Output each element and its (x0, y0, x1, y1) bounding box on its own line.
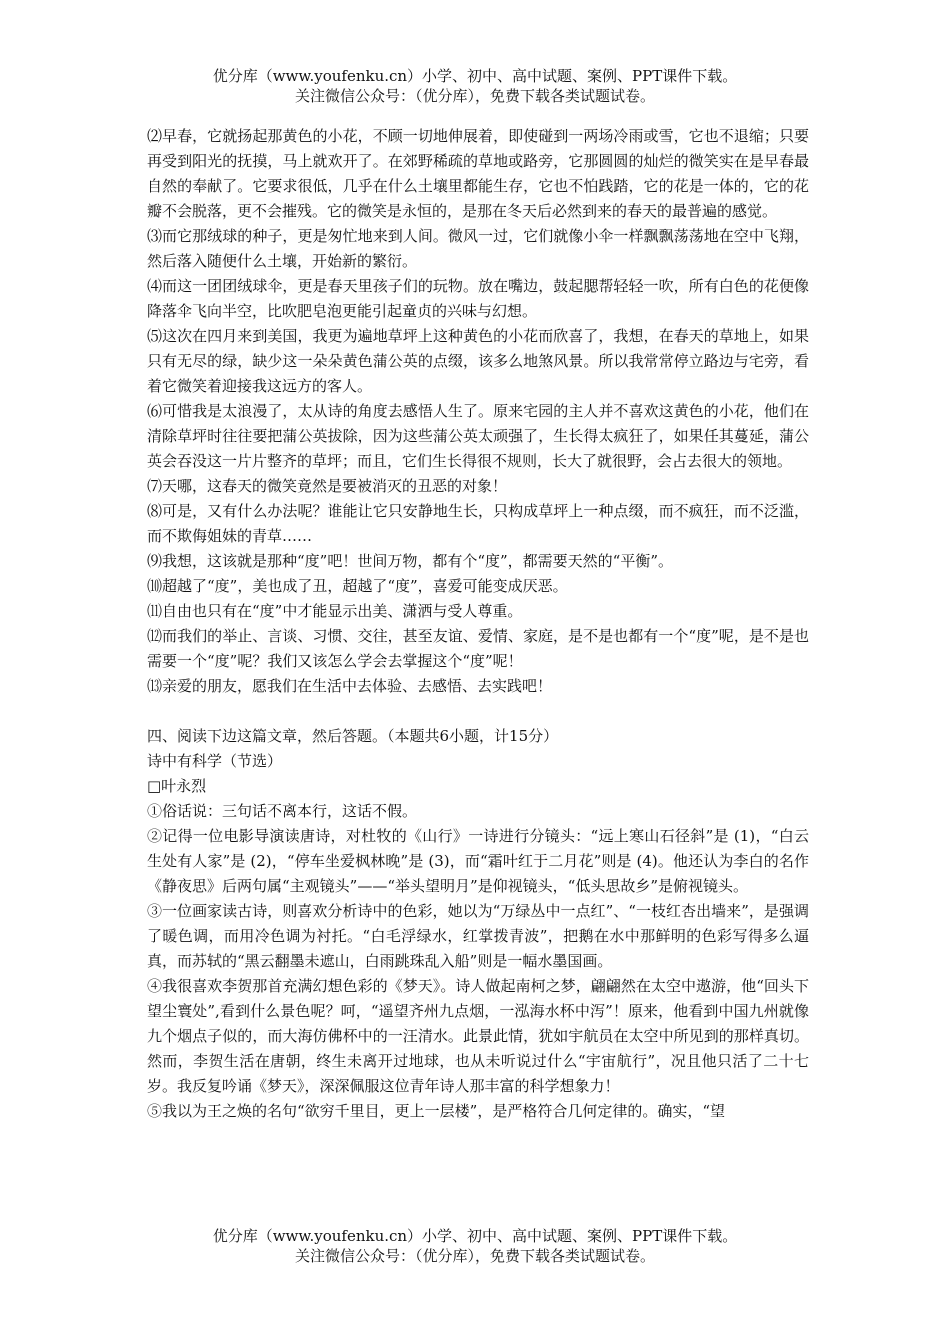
paragraph-5: ⑸这次在四月来到美国，我更为遍地草坪上这种黄色的小花而欣喜了，我想，在春天的草地上，如果只有无尽的绿，缺少这一朵朵黄色蒲公英的点缀，该多么地煞风景。所以我常常停立路边与宅旁，看着它微笑着迎接我这远方的客人。 (147, 327, 809, 395)
page-header (0, 66, 950, 106)
paragraph-9: ⑼我想，这该就是那种“度”吧！世间万物，都有个“度”，都需要天然的“平衡”。 (147, 552, 674, 570)
article-paragraph-2: ②记得一位电影导演读唐诗，对杜牧的《山行》一诗进行分镜头：“远上寒山石径斜”是 (1)，“白云生处有人家”是 (2)，“停车坐爱枫林晚”是 (3)，而“霜叶红于二月花”则是 (4)。他还认为李白的名作《静夜思》后两句属“主观镜头”——“举头望明月”是仰视镜头，“低头思故乡”是俯视镜头。 (147, 827, 809, 895)
article-title: 诗中有科学（节选） (147, 752, 283, 770)
article-paragraph-3: ③一位画家读古诗，则喜欢分析诗中的色彩，她以为“万绿丛中一点红”、“一枝红杏出墙来”，是强调了暖色调，而用冷色调为衬托。“白毛浮绿水，红掌拨青波”，把鹅在水中那鲜明的色彩写得多么逼真，而苏轼的“黑云翻墨未遮山，白雨跳珠乱入船”则是一幅水墨国画。 (147, 902, 809, 970)
header-line-2: 关注微信公众号：（优分库），免费下载各类试题试卷。 (294, 87, 655, 105)
paragraph-7: ⑺天哪，这春天的微笑竟然是要被消灭的丑恶的对象！ (147, 477, 508, 495)
article-paragraph-5: ⑤我以为王之焕的名句“欲穷千里目，更上一层楼”，是严格符合几何定律的。确实，“望 (147, 1102, 726, 1120)
paragraph-11: ⑾自由也只有在“度”中才能显示出美、潇洒与受人尊重。 (147, 602, 523, 620)
paragraph-12: ⑿而我们的举止、言谈、习惯、交往，甚至友谊、爱情、家庭，是不是也都有一个“度”呢，是不是也需要一个“度”呢？我们又该怎么学会去掌握这个“度”呢！ (147, 627, 809, 670)
footer-line-1: 优分库（www.youfenku.cn）小学、初中、高中试题、案例、PPT课件下载。 (212, 1227, 738, 1245)
article-author: □叶永烈 (147, 777, 207, 795)
paragraph-2: ⑵早春，它就扬起那黄色的小花，不顾一切地伸展着，即使碰到一两场冷雨或雪，它也不退缩；只要再受到阳光的抚摸，马上就欢开了。在郊野稀疏的草地或路旁，它那圆圆的灿烂的微笑实在是早春最自然的奉献了。它要求很低，几乎在什么土壤里都能生存，它也不怕践踏，它的花是一体的，它的花瓣不会脱落，更不会摧残。它的微笑是永恒的，是那在冬天后必然到来的春天的最普遍的感觉。 (147, 127, 809, 220)
section-spacer (145, 699, 809, 724)
paragraph-4: ⑷而这一团团绒球伞，更是春天里孩子们的玩物。放在嘴边，鼓起腮帮轻轻一吹，所有白色的花便像降落伞飞向半空，比吹肥皂泡更能引起童贞的兴味与幻想。 (147, 277, 809, 320)
page-footer (0, 1226, 950, 1266)
paragraph-8: ⑻可是，又有什么办法呢？谁能让它只安静地生长，只构成草坪上一种点缀，而不疯狂，而不泛滥，而不欺侮姐妹的青草…… (147, 502, 809, 545)
footer-line-2: 关注微信公众号：（优分库），免费下载各类试题试卷。 (294, 1247, 655, 1265)
article-paragraph-4: ④我很喜欢李贺那首充满幻想色彩的《梦天》。诗人做起南柯之梦，翩翩然在太空中遨游，他“回头下望尘寰处”,看到什么景色呢？呵，“遥望齐州九点烟，一泓海水杯中泻”！原来，他看到中国九州就像九个烟点子似的，而大海仿佛杯中的一汪清水。此景此情，犹如宇航员在太空中所见到的那样真切。然而，李贺生活在唐朝，终生未离开过地球，也从未听说过什么“宇宙航行”，况且他只活了二十七岁。我反复吟诵《梦天》，深深佩服这位青年诗人那丰富的科学想象力！ (147, 977, 809, 1095)
paragraph-13: ⒀亲爱的朋友，愿我们在生活中去体验、去感悟、去实践吧！ (147, 677, 553, 695)
article-paragraph-1: ①俗话说：三句话不离本行，这话不假。 (147, 802, 418, 820)
paragraph-6: ⑹可惜我是太浪漫了，太从诗的角度去感悟人生了。原来宅园的主人并不喜欢这黄色的小花，他们在清除草坪时往往要把蒲公英拔除，因为这些蒲公英太顽强了，生长得太疯狂了，如果任其蔓延，蒲公英会吞没这一片片整齐的草坪；而且，它们生长得很不规则，长大了就很野，会占去很大的领地。 (147, 402, 809, 470)
paragraph-3: ⑶而它那绒球的种子，更是匆忙地来到人间。微风一过，它们就像小伞一样飘飘荡荡地在空中飞翔，然后落入随便什么土壤，开始新的繁衍。 (147, 227, 809, 270)
document-body (145, 124, 809, 1124)
section-heading: 四、阅读下边这篇文章，然后答题。（本题共6小题，计15分） (147, 727, 559, 745)
paragraph-10: ⑽超越了“度”，美也成了丑，超越了“度”，喜爱可能变成厌恶。 (147, 577, 568, 595)
header-line-1: 优分库（www.youfenku.cn）小学、初中、高中试题、案例、PPT课件下载。 (212, 67, 738, 85)
